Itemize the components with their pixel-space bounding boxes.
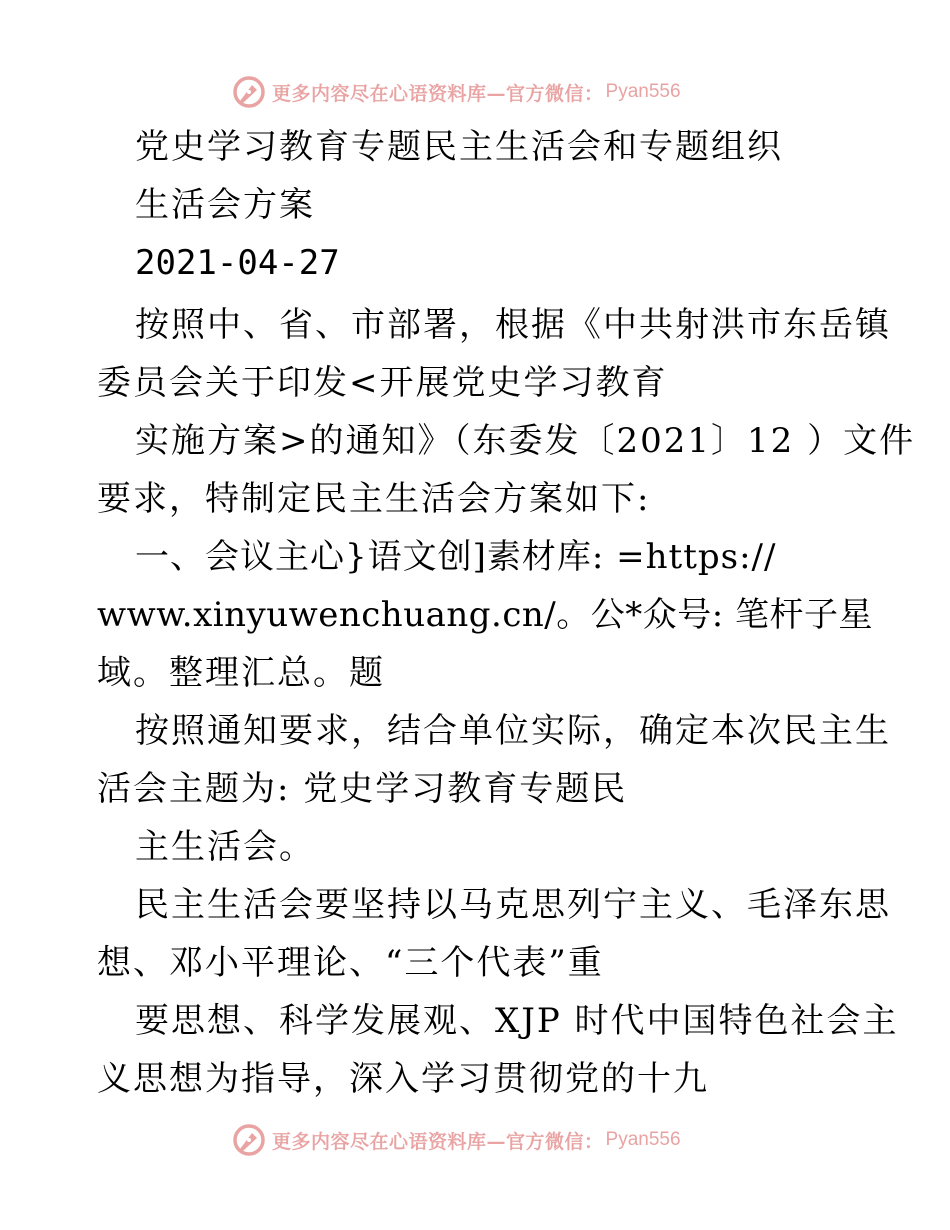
footer-banner-text: 更多内容尽在心语资料库—官方微信： (272, 1130, 604, 1153)
footer-banner (232, 1120, 681, 1160)
document-title-line-2: 生活会方案 (135, 185, 315, 225)
paragraph-line: 要思想、科学发展观、XJP 时代中国特色社会主 (135, 1001, 899, 1041)
section-heading-line: 一、会议主心}语文创]素材库: =https:// (135, 537, 777, 577)
header-banner-text: 更多内容尽在心语资料库—官方微信： (272, 82, 604, 105)
paragraph-line: 主生活会。 (135, 827, 315, 867)
paragraph-line: 活会主题为: 党史学习教育专题民 (97, 769, 628, 809)
paragraph-line: 域。整理汇总。题 (97, 653, 385, 693)
header-banner-id: Pyan556 (605, 81, 681, 102)
paragraph-line: 按照通知要求，结合单位实际，确定本次民主生 (135, 711, 891, 751)
pen-nib-circle-icon (232, 75, 266, 109)
document-title-line-1: 党史学习教育专题民主生活会和专题组织 (135, 127, 783, 167)
footer-banner-id: Pyan556 (605, 1129, 681, 1150)
header-banner (232, 72, 681, 112)
pen-nib-circle-icon (232, 1123, 266, 1157)
paragraph-line: 按照中、省、市部署，根据《中共射洪市东岳镇 (135, 305, 891, 345)
paragraph-line: www.xinyuwenchuang.cn/。公*众号: 笔杆子星 (97, 595, 873, 635)
document-date: 2021-04-27 (135, 243, 340, 283)
paragraph-line: 民主生活会要坚持以马克思列宁主义、毛泽东思 (135, 885, 891, 925)
paragraph-line: 想、邓小平理论、“三个代表”重 (97, 943, 604, 983)
paragraph-line: 实施方案>的通知》（东委发〔2021〕12 ）文件 (135, 421, 916, 461)
paragraph-line: 义思想为指导，深入学习贯彻党的十九 (97, 1059, 709, 1099)
paragraph-line: 委员会关于印发<开展党史学习教育 (97, 363, 668, 403)
paragraph-line: 要求，特制定民主生活会方案如下: (97, 479, 651, 519)
